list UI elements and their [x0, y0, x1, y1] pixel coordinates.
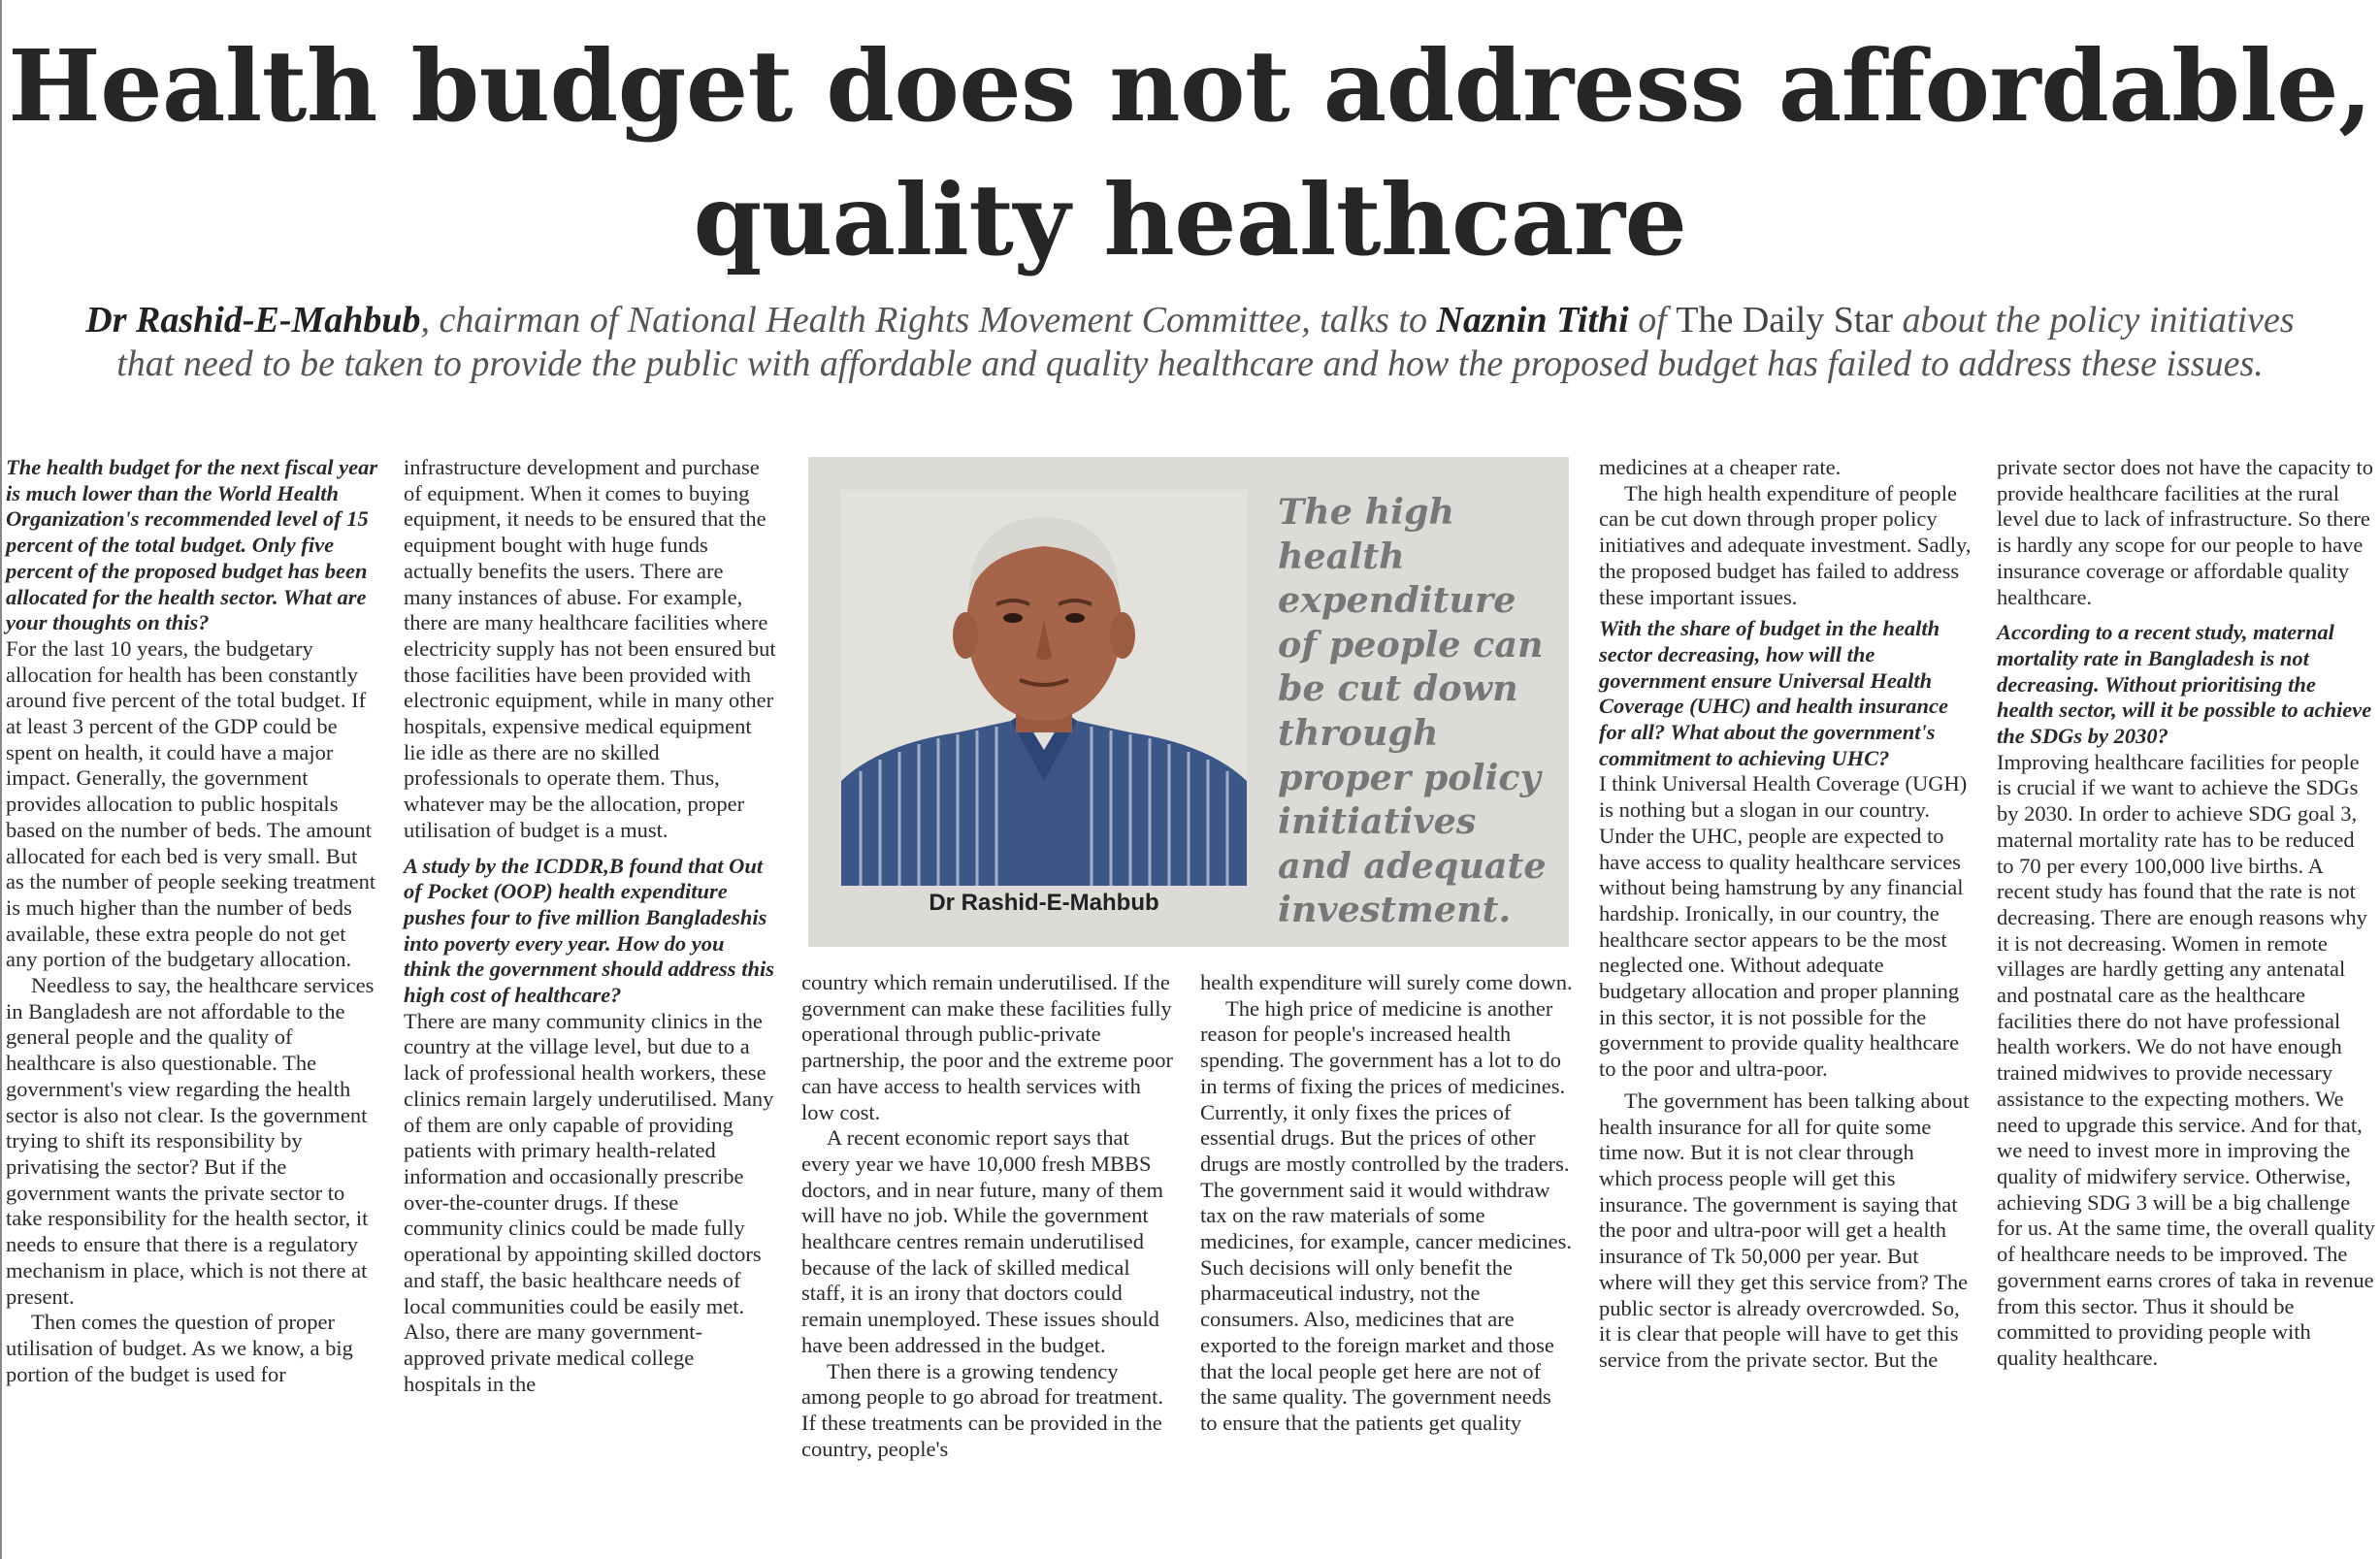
question-1: The health budget for the next fiscal year is much lower than the World Health Organization's recommended level of 15 percent of the total budget. Only five percent of the proposed budget has been allocated for the health sector. What are your thoughts on this?: [6, 455, 378, 635]
question-4: According to a recent study, maternal mortality rate in Bangladesh is not decreasing. Without prioritising the health sector, will it be possible to achieve the SDGs by 2030?: [1997, 620, 2372, 749]
answer-1-paragraph-1: For the last 10 years, the budgetary allocation for health has been constantly around five percent of the total budget. If at least 3 percent of the GDP could be spent on health, it could have a major impact. Generally, the government provides allocation to public hospitals based on the number of beds. The amount allocated for each bed is very small. But as the number of people seeking treatment is much higher than the number of beds available, these extra people do not get any portion of the budgetary allocation.: [6, 635, 376, 972]
photo-caption: Dr Rashid-E-Mahbub: [929, 890, 1159, 916]
interviewee-name: Dr Rashid-E-Mahbub: [85, 300, 421, 341]
answer-2-paragraph-4: The high price of medicine is another reason for people's increased health spending. The government has a lot to do in terms of fixing the prices of medicines. Currently, it only fixes the prices of essential drugs. But the prices of other drugs are mostly controlled by the traders. The government said it would withdraw tax on the raw materials of some medicines, for example, cancer medicines. Such decisions will only benefit the pharmaceutical industry, not the consumers. Also, medicines that are exported to the foreign market and those that the local people get here are not of the same quality. The government needs to ensure that the patients get quality: [1200, 995, 1572, 1435]
answer-3-paragraph-2: The government has been talking about health insurance for all for quite some time now. But it is not clear through which process people will get this insurance. The government is saying that the poor and ultra-poor will get a health insurance of Tk 50,000 per year. But where will they get this service from? The public sector is already overcrowded. So, it is clear that people will have to get this service from the private sector. But the: [1599, 1088, 1970, 1372]
standfirst-text-3: about the policy initiatives that need to be taken to provide the public with affordable and quality healthcare and how the proposed budget has failed to address these issues.: [116, 300, 2295, 384]
standfirst-text-1: , chairman of National Health Rights Movement Committee, talks to: [420, 300, 1437, 341]
publication-name: The Daily Star: [1676, 300, 1893, 341]
answer-3-paragraph-1: I think Universal Health Coverage (UGH) is nothing but a slogan in our country. Under the UHC, people are expected to have access to quality healthcare services without being hamstrung by any financial hardship. Ironically, in our country, the healthcare sector appears to be the most neglected one. Without adequate budgetary allocation and proper planning in this sector, it is not possible for the government to provide quality healthcare to the poor and ultra-poor.: [1599, 771, 1968, 1082]
pull-quote: The high health expenditure of people can be cut down through proper policy initiatives and adequate investment.: [1278, 491, 1547, 931]
question-3: With the share of budget in the health sector decreasing, how will the government ensure Universal Health Coverage (UHC) and health insurance for all? What about the government's commitment to achieving UHC?: [1599, 616, 1949, 770]
answer-2-paragraph-4-continued: medicines at a cheaper rate.: [1599, 455, 1842, 479]
answer-2-paragraph-1-continued: country which remain underutilised. If the government can make these facilities fully operational through public-private partnership, the poor and the extreme poor can have access to health services with low cost.: [801, 970, 1173, 1124]
answer-3-paragraph-2-continued: private sector does not have the capacity to provide healthcare facilities at the rural level due to lack of infrastructure. So there is hardly any scope for our people to have insurance coverage or affordable quality healthcare.: [1997, 455, 2373, 609]
standfirst-text-2: of: [1628, 300, 1677, 341]
column-5: [1599, 455, 1972, 1374]
column-2: [404, 455, 776, 1397]
headline: [0, 19, 2380, 287]
portrait-photo: [841, 490, 1247, 886]
answer-1-paragraph-2: Needless to say, the healthcare services in Bangladesh are not affordable to the general people and the quality of healthcare is also questionable. The government's view regarding the health sector is also not clear. Is the government trying to shift its responsibility by privatising the sector? But if the government wants the private sector to take responsibility for the health sector, it needs to ensure that there is a regulatory mechanism in place, which is not there at present.: [6, 973, 375, 1309]
answer-1-paragraph-3-continued: infrastructure development and purchase of equipment. When it comes to buying equipment, it needs to be ensured that the equipment bought with huge funds actually benefits the users. There are many instances of abuse. For example, there are many healthcare facilities where electricity supply has not been ensured but those facilities have been provided with electronic equipment, while in many other hospitals, expensive medical equipment lie idle as there are no skilled professionals to operate them. Thus, whatever may be the allocation, proper utilisation of budget is a must.: [404, 455, 776, 842]
interviewer-name: Naznin Tithi: [1436, 300, 1629, 341]
answer-4-paragraph-1: Improving healthcare facilities for people is crucial if we want to achieve the SDGs by 2030. In order to achieve SDG goal 3, maternal mortality rate has to be reduced to 70 per every 100,000 live births. A recent study has found that the rate is not decreasing. There are enough reasons why it is not decreasing. Women in remote villages are hardly getting any antenatal and postnatal care as the healthcare facilities there do not have professional health workers. We do not have enough trained midwives to provide necessary assistance to the expecting mothers. We need to upgrade this service. And for that, we need to invest more in improving the quality of midwifery service. Otherwise, achieving SDG 3 will be a big challenge for us. At the same time, the overall quality of healthcare needs to be improved. The government earns crores of taka in revenue from this sector. Thus it should be committed to providing people with quality healthcare.: [1997, 749, 2375, 1370]
answer-2-paragraph-3-continued: health expenditure will surely come down.: [1200, 970, 1573, 994]
column-1: [6, 455, 378, 1387]
photo-box: [808, 457, 1569, 947]
portrait-illustration: [841, 490, 1247, 886]
answer-1-paragraph-3: Then comes the question of proper utilisation of budget. As we know, a big portion of the budget is used for: [6, 1310, 353, 1386]
column-6: [1997, 455, 2375, 1372]
headline-line-1: Health budget does not address affordable,: [8, 28, 2372, 144]
question-2: A study by the ICDDR,B found that Out of Pocket (OOP) health expenditure pushes four to five million Bangladeshis into poverty every year. How do you think the government should address this high cost of healthcare?: [404, 853, 774, 1008]
column-3: [801, 970, 1174, 1462]
answer-2-paragraph-1: There are many community clinics in the country at the village level, but due to a lack of professional health workers, these clinics remain largely underutilised. Many of them are only capable of providing patients with primary health-related information and occasionally prescribe over-the-counter drugs. If these community clinics could be made fully operational by appointing skilled doctors and staff, the basic healthcare needs of local communities could be easily met. Also, there are many government-approved private medical college hospitals in the: [404, 1008, 774, 1396]
headline-line-2: quality healthcare: [693, 162, 1687, 277]
answer-2-paragraph-5: The high health expenditure of people can be cut down through proper policy initiatives and adequate investment. Sadly, the proposed budget has failed to address these important issues.: [1599, 480, 1972, 609]
answer-2-paragraph-2: A recent economic report says that every year we have 10,000 fresh MBBS doctors, and in near future, many of them will have no job. While the government healthcare centres remain underutilised because of the lack of skilled medical staff, it is an irony that doctors could remain unemployed. These issues should have been addressed in the budget.: [801, 1125, 1164, 1357]
answer-2-paragraph-3: Then there is a growing tendency among people to go abroad for treatment. If these treatments can be provided in the country, people's: [801, 1358, 1163, 1461]
standfirst: [68, 299, 2312, 386]
column-4: [1200, 970, 1573, 1437]
